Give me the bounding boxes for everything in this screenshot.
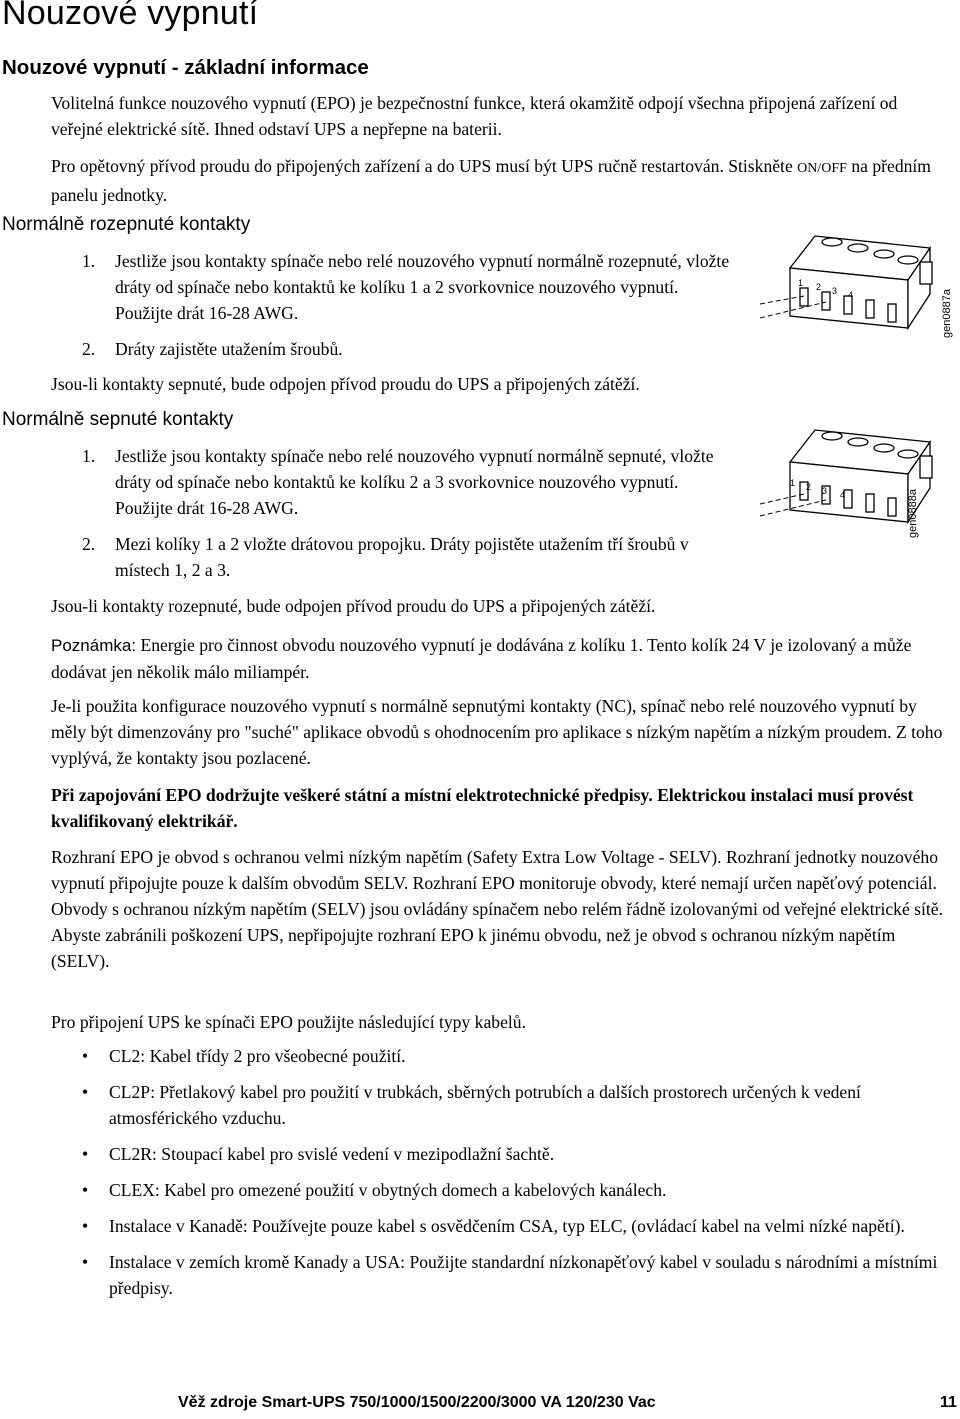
intro-paragraph: Volitelná funkce nouzového vypnutí (EPO) je bezpečnostní funkce, která okamžitě odpojí všechna připojená zařízení od veřejné elektrické sítě. Ihned odstaví UPS a nepřepne na baterii. xyxy=(51,93,898,139)
pin-label-2: 2 xyxy=(816,282,822,292)
no-step-2 xyxy=(82,336,735,362)
cables-intro: Pro připojení UPS ke spínači EPO použijte následující typy kabelů. xyxy=(51,1012,526,1032)
pin-label-2: 2 xyxy=(806,482,812,492)
page-number: 11 xyxy=(940,1394,957,1411)
cable-text: CL2R: Stoupací kabel pro svislé vedení v mezipodlažní šachtě. xyxy=(109,1144,555,1164)
cable-text: CL2: Kabel třídy 2 pro všeobecné použití. xyxy=(109,1046,406,1066)
bullet-icon: • xyxy=(82,1144,89,1164)
step-text: Mezi kolíky 1 a 2 vložte drátovou propojku. Dráty pojistěte utažením tří šroubů v místech 1, 2 a 3. xyxy=(115,534,689,580)
cable-item xyxy=(82,1249,952,1301)
no-steps-list xyxy=(82,248,735,362)
step-text: Dráty zajistěte utažením šroubů. xyxy=(115,339,343,359)
step-text: Jestliže jsou kontakty spínače nebo relé nouzového vypnutí normálně rozepnuté, vložte dráty od spínače nebo kontaktů ke kolíku 1 a 2 svorkovnice nouzového vypnutí. Použijte drát 16-28 AWG. xyxy=(115,251,730,323)
cable-text: CL2P: Přetlakový kabel pro použití v trubkách, sběrných potrubích a dalších prostorech určených k vedení atmosférického vzduchu. xyxy=(109,1082,861,1128)
figure-code: gen0887a xyxy=(941,289,953,338)
pin-label-4: 4 xyxy=(840,490,846,500)
step-number: 2. xyxy=(82,534,96,554)
step-number: 1. xyxy=(82,251,96,271)
bullet-icon: • xyxy=(82,1082,89,1102)
selv-paragraph: Rozhraní EPO je obvod s ochranou velmi nízkým napětím (Safety Extra Low Voltage - SELV). Rozhraní jednotky nouzového vypnutí připojujte pouze k dalším obvodům SELV. Rozhraní EPO monitoruje obvody, které nemají určen napěťový potenciál. Obvody s ochranou nízkým napětím (SELV) jsou ovládány spínačem nebo relém řádně izolovanými od veřejné elektrické sítě. Abyste zabránili poškození UPS, nepřipojujte rozhraní EPO k jinému obvodu, než je obvod s ochranou nízkým napětím (SELV). xyxy=(51,847,943,971)
nc-steps-list xyxy=(82,443,735,583)
bullet-icon: • xyxy=(82,1252,89,1272)
cable-item xyxy=(82,1141,952,1167)
pin-label-1: 1 xyxy=(798,278,804,288)
cable-list xyxy=(82,1043,952,1311)
cable-text: Instalace v Kanadě: Používejte pouze kabel s osvědčením CSA, typ ELC, (ovládací kabel na velmi nízké napětí). xyxy=(109,1216,905,1236)
no-contacts-heading: Normálně rozepnuté kontakty xyxy=(2,214,251,235)
nc-contacts-heading: Normálně sepnuté kontakty xyxy=(2,409,234,430)
terminal-block-no-figure xyxy=(760,228,960,348)
cable-item xyxy=(82,1213,952,1239)
terminal-block-icon xyxy=(790,236,932,328)
warning-paragraph: Při zapojování EPO dodržujte veškeré státní a místní elektrotechnické předpisy. Elektrickou instalaci musí provést kvalifikovaný elektrikář. xyxy=(51,785,914,831)
restart-paragraph xyxy=(51,153,951,208)
restart-text: Pro opětovný přívod proudu do připojených zařízení a do UPS musí být UPS ručně restartován. Stiskněte xyxy=(51,156,798,176)
pin-label-3: 3 xyxy=(832,286,838,296)
pin-label-4: 4 xyxy=(848,290,854,300)
note-text: Energie pro činnost obvodu nouzového vypnutí je dodávána z kolíku 1. Tento kolík 24 V je izolovaný a může dodávat jen několik málo miliampér. xyxy=(51,635,912,682)
footer-title: Věž zdroje Smart-UPS 750/1000/1500/2200/3000 VA 120/230 Vac xyxy=(178,1394,656,1411)
bullet-icon: • xyxy=(82,1046,89,1066)
on-off-key: ON/OFF xyxy=(797,161,847,176)
cable-item xyxy=(82,1079,952,1131)
note-paragraph xyxy=(51,632,951,685)
pin-label-1: 1 xyxy=(790,478,796,488)
terminal-block-nc-figure xyxy=(760,422,960,542)
cable-text: CLEX: Kabel pro omezené použití v obytných domech a kabelových kanálech. xyxy=(109,1180,667,1200)
cable-item xyxy=(82,1177,952,1203)
nc-config-paragraph: Je-li použita konfigurace nouzového vypnutí s normálně sepnutými kontakty (NC), spínač nebo relé nouzového vypnutí by měly být dimenzovány pro "suché" aplikace obvodů s ohodnocením pro aplikace s nízkým napětím a nízkým proudem. Z toho vyplývá, že kontakty jsou pozlacené. xyxy=(51,696,943,768)
bullet-icon: • xyxy=(82,1216,89,1236)
nc-result-paragraph: Jsou-li kontakty rozepnuté, bude odpojen přívod proudu do UPS a připojených zátěží. xyxy=(51,596,656,616)
cable-item xyxy=(82,1043,952,1069)
nc-step-1 xyxy=(82,443,735,521)
pin-label-3: 3 xyxy=(822,486,828,496)
figure-code: gen0888a xyxy=(907,489,919,538)
step-number: 2. xyxy=(82,339,96,359)
bullet-icon: • xyxy=(82,1180,89,1200)
no-result-paragraph: Jsou-li kontakty sepnuté, bude odpojen přívod proudu do UPS a připojených zátěží. xyxy=(51,374,640,394)
section-title: Nouzové vypnutí - základní informace xyxy=(2,56,369,79)
page-title: Nouzové vypnutí xyxy=(2,0,259,32)
nc-step-2 xyxy=(82,531,735,583)
cable-text: Instalace v zemích kromě Kanady a USA: Použijte standardní nízkonapěťový kabel v souladu s národními a místními předpisy. xyxy=(109,1252,938,1298)
step-text: Jestliže jsou kontakty spínače nebo relé nouzového vypnutí normálně sepnuté, vložte dráty od spínače nebo kontaktů ke kolíku 2 a 3 svorkovnice nouzového vypnutí. Použijte drát 16-28 AWG. xyxy=(115,446,714,518)
restart-text-end: na předním panelu jednotky. xyxy=(51,156,931,205)
step-number: 1. xyxy=(82,446,96,466)
no-step-1 xyxy=(82,248,735,326)
note-label: Poznámka: xyxy=(51,636,137,655)
